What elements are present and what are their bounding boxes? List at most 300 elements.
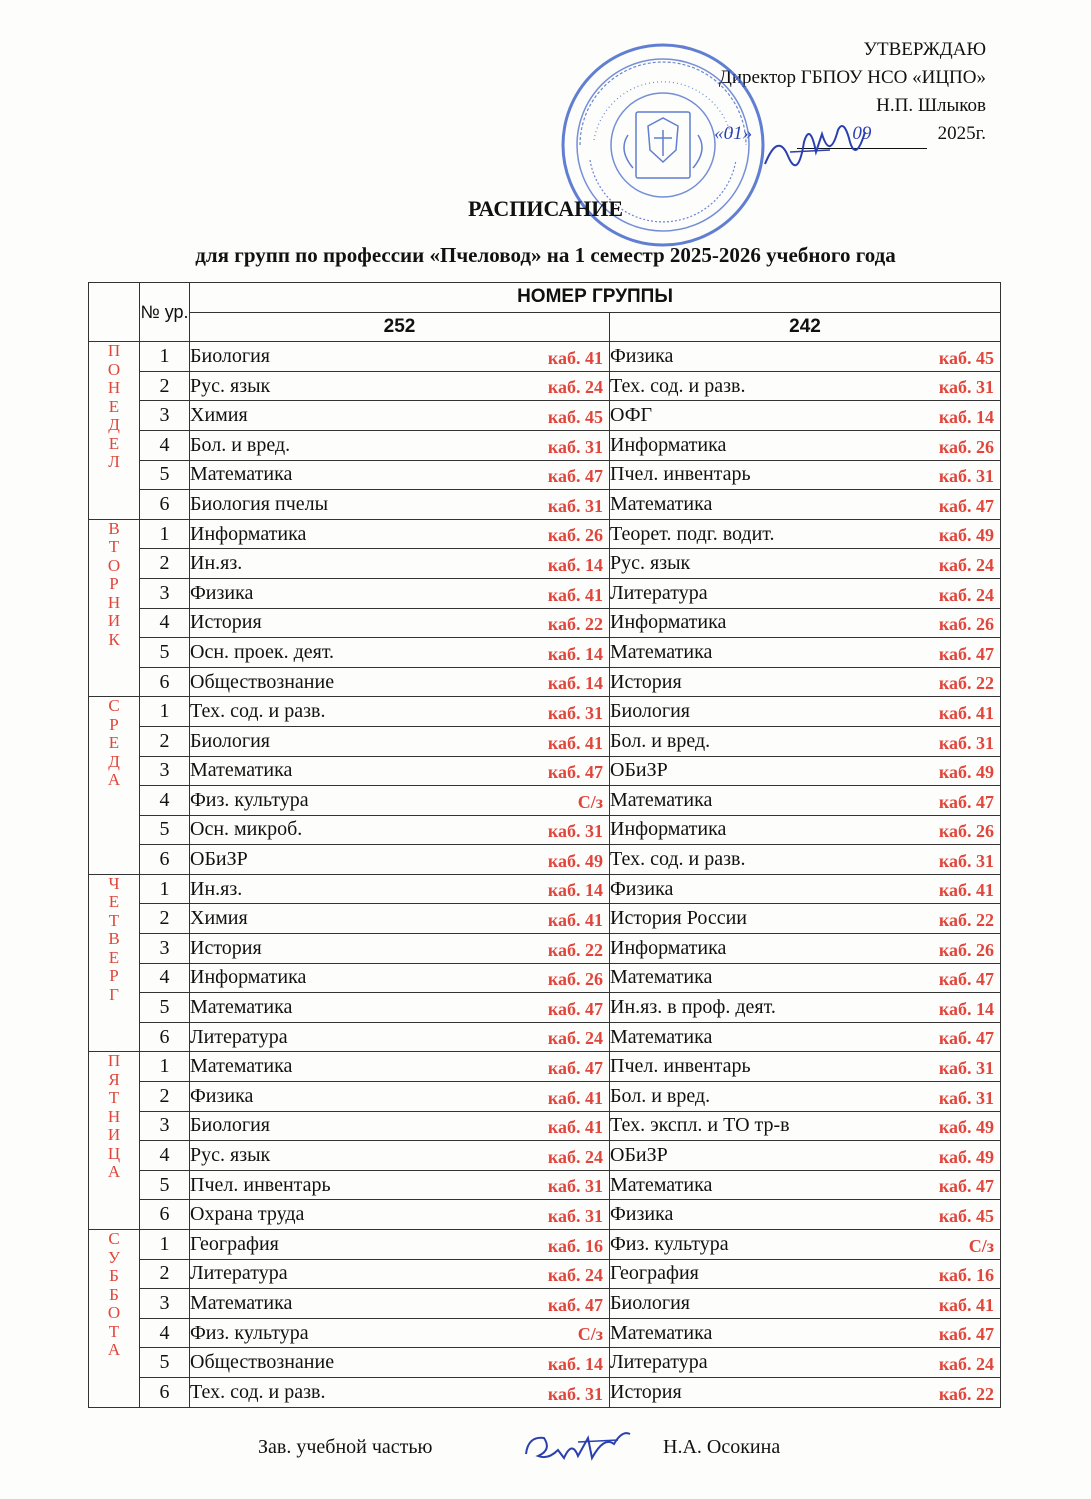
subject-name: Рус. язык bbox=[190, 374, 271, 397]
day-letter: Е bbox=[108, 947, 120, 967]
subject-name: Биология bbox=[190, 344, 271, 367]
subject-name: ОФГ bbox=[610, 404, 653, 427]
subject-name: Биология bbox=[190, 1114, 271, 1137]
day-letter: В bbox=[108, 518, 120, 538]
table-row bbox=[89, 401, 1001, 431]
lesson-number: 3 bbox=[140, 578, 190, 608]
day-label bbox=[89, 1230, 140, 1408]
lesson-number: 4 bbox=[140, 608, 190, 638]
day-letter: П bbox=[107, 341, 121, 361]
room-number: каб. 24 bbox=[938, 554, 995, 575]
subject-name: Физ. культура bbox=[610, 1232, 729, 1255]
subject-name: Математика bbox=[190, 1055, 293, 1078]
day-label bbox=[89, 874, 140, 1052]
subject-name: Математика bbox=[610, 1025, 713, 1048]
subject-name: Обществознание bbox=[190, 670, 335, 693]
lesson-number: 2 bbox=[140, 371, 190, 401]
subject-name: ОБиЗР bbox=[610, 1144, 668, 1167]
lesson-number: 6 bbox=[140, 1200, 190, 1230]
table-row bbox=[89, 1082, 1001, 1112]
lesson-number: 2 bbox=[140, 549, 190, 579]
subject-name: Информатика bbox=[610, 611, 727, 634]
group-242-lesson bbox=[610, 608, 1001, 638]
group-242-lesson bbox=[610, 1289, 1001, 1319]
room-number: каб. 47 bbox=[938, 643, 995, 664]
room-number: каб. 16 bbox=[938, 1265, 995, 1286]
group-242-lesson bbox=[610, 756, 1001, 786]
group-242-lesson bbox=[610, 1052, 1001, 1082]
room-number: каб. 22 bbox=[547, 614, 603, 635]
room-number: каб. 31 bbox=[547, 821, 603, 842]
subject-name: Теорет. подг. водит. bbox=[610, 522, 775, 545]
day-letter: С bbox=[108, 696, 120, 716]
group-242-lesson bbox=[610, 342, 1001, 372]
subject-name: Математика bbox=[610, 492, 713, 515]
group-252-lesson bbox=[190, 519, 610, 549]
group-242-lesson bbox=[610, 1318, 1001, 1348]
lesson-number: 2 bbox=[140, 1259, 190, 1289]
lesson-number: 5 bbox=[140, 1170, 190, 1200]
group-252-lesson bbox=[190, 786, 610, 816]
room-number: каб. 26 bbox=[938, 436, 995, 457]
group-242-lesson bbox=[610, 874, 1001, 904]
table-row bbox=[89, 815, 1001, 845]
room-number: каб. 24 bbox=[547, 377, 603, 398]
group-252-lesson bbox=[190, 815, 610, 845]
lesson-number: 4 bbox=[140, 1318, 190, 1348]
day-letter: Л bbox=[108, 452, 120, 472]
room-number: каб. 31 bbox=[547, 1383, 603, 1404]
room-number: каб. 14 bbox=[547, 554, 603, 575]
subject-name: Информатика bbox=[610, 936, 727, 959]
lesson-number: 2 bbox=[140, 1082, 190, 1112]
subject-name: Литература bbox=[610, 581, 708, 604]
room-number: С/з bbox=[968, 1235, 995, 1256]
group-242-lesson bbox=[610, 993, 1001, 1023]
room-number: каб. 31 bbox=[938, 466, 995, 487]
day-letter: О bbox=[107, 1303, 121, 1322]
table-row bbox=[89, 963, 1001, 993]
table-row bbox=[89, 342, 1001, 372]
room-number: каб. 31 bbox=[547, 436, 603, 457]
group-252-lesson bbox=[190, 963, 610, 993]
room-number: каб. 47 bbox=[547, 466, 603, 487]
room-number: каб. 22 bbox=[938, 1383, 995, 1404]
group-252-lesson bbox=[190, 549, 610, 579]
day-letter: О bbox=[107, 555, 121, 575]
day-letter: Т bbox=[108, 537, 120, 557]
day-letter: О bbox=[107, 359, 121, 379]
table-row bbox=[89, 786, 1001, 816]
subject-name: Тех. сод. и разв. bbox=[610, 848, 746, 871]
subject-name: ОБиЗР bbox=[610, 759, 668, 782]
day-letter: С bbox=[108, 1229, 120, 1248]
subject-name: Тех. сод. и разв. bbox=[190, 1380, 326, 1403]
room-number: каб. 24 bbox=[938, 584, 995, 605]
day-letter: Б bbox=[109, 1284, 119, 1304]
room-number: каб. 49 bbox=[938, 1146, 995, 1167]
table-header-row bbox=[89, 283, 1001, 313]
lesson-number: 6 bbox=[140, 490, 190, 520]
day-letter: Н bbox=[107, 1106, 121, 1126]
group-242-lesson bbox=[610, 1141, 1001, 1171]
subject-name: Охрана труда bbox=[190, 1203, 305, 1226]
subject-name: Биология bbox=[610, 700, 691, 723]
room-number: каб. 31 bbox=[938, 377, 995, 398]
group-252-lesson bbox=[190, 1170, 610, 1200]
group-252-lesson bbox=[190, 1022, 610, 1052]
subject-name: Тех. экспл. и ТО тр-в bbox=[610, 1114, 790, 1137]
group-242-lesson bbox=[610, 401, 1001, 431]
table-row bbox=[89, 1318, 1001, 1348]
room-number: каб. 41 bbox=[547, 1117, 603, 1138]
room-number: каб. 41 bbox=[547, 1087, 603, 1108]
group-252-lesson bbox=[190, 608, 610, 638]
lesson-number: 4 bbox=[140, 963, 190, 993]
room-number: каб. 47 bbox=[938, 1176, 995, 1197]
approval-date-month: 09 bbox=[797, 120, 927, 149]
footer-name: Н.А. Осокина bbox=[663, 1436, 781, 1458]
group-242-header: 242 bbox=[610, 312, 1001, 342]
group-242-lesson bbox=[610, 1022, 1001, 1052]
room-number: каб. 47 bbox=[938, 495, 995, 516]
lesson-number: 1 bbox=[140, 519, 190, 549]
room-number: каб. 45 bbox=[938, 1206, 995, 1226]
group-242-lesson bbox=[610, 1348, 1001, 1378]
day-letter: Н bbox=[107, 592, 121, 612]
group-252-lesson bbox=[190, 371, 610, 401]
subject-name: Биология пчелы bbox=[190, 492, 329, 515]
group-242-lesson bbox=[610, 1200, 1001, 1230]
room-number: каб. 26 bbox=[938, 821, 995, 842]
room-number: каб. 41 bbox=[938, 1294, 995, 1315]
table-row bbox=[89, 371, 1001, 401]
room-number: каб. 41 bbox=[938, 880, 995, 901]
room-number: каб. 41 bbox=[547, 732, 603, 753]
subject-name: Физика bbox=[610, 877, 674, 900]
subject-name: Математика bbox=[190, 996, 293, 1019]
room-number: каб. 45 bbox=[938, 347, 995, 368]
subject-name: Биология bbox=[190, 729, 271, 752]
day-letter: А bbox=[107, 1340, 121, 1359]
subject-name: Информатика bbox=[190, 522, 307, 545]
subject-name: Математика bbox=[610, 1173, 713, 1196]
room-number: каб. 22 bbox=[938, 910, 995, 931]
lesson-number: 3 bbox=[140, 756, 190, 786]
subject-name: Ин.яз. bbox=[190, 552, 243, 575]
group-252-lesson bbox=[190, 756, 610, 786]
table-row bbox=[89, 430, 1001, 460]
room-number: каб. 49 bbox=[547, 850, 603, 871]
subject-name: История России bbox=[610, 907, 747, 930]
room-number: каб. 22 bbox=[547, 939, 603, 960]
group-242-lesson bbox=[610, 1111, 1001, 1141]
group-242-lesson bbox=[610, 1259, 1001, 1289]
director-signature bbox=[760, 112, 870, 182]
room-number: каб. 45 bbox=[547, 406, 603, 427]
day-letter: Д bbox=[108, 751, 120, 771]
subject-name: Математика bbox=[190, 463, 293, 486]
document-title: РАСПИСАНИЕ bbox=[467, 196, 624, 221]
room-number: каб. 47 bbox=[547, 1294, 603, 1315]
room-number: С/з bbox=[577, 1324, 603, 1345]
lesson-number-header: № ур. bbox=[140, 283, 190, 342]
room-number: каб. 31 bbox=[547, 702, 603, 723]
group-242-lesson bbox=[610, 845, 1001, 875]
table-row bbox=[89, 1289, 1001, 1319]
day-letter: Р bbox=[109, 714, 119, 734]
subject-name: Информатика bbox=[190, 966, 307, 989]
table-row bbox=[89, 549, 1001, 579]
group-242-lesson bbox=[610, 726, 1001, 756]
group-252-lesson bbox=[190, 993, 610, 1023]
table-row bbox=[89, 578, 1001, 608]
table-row bbox=[89, 845, 1001, 875]
day-letter: Т bbox=[108, 910, 120, 930]
subject-name: Физика bbox=[190, 581, 254, 604]
subject-name: География bbox=[610, 1262, 699, 1285]
group-252-lesson bbox=[190, 430, 610, 460]
subject-name: Литература bbox=[190, 1262, 288, 1285]
lesson-number: 2 bbox=[140, 726, 190, 756]
subject-name: Тех. сод. и разв. bbox=[610, 374, 746, 397]
room-number: каб. 26 bbox=[938, 939, 995, 960]
table-row bbox=[89, 1259, 1001, 1289]
day-letter: Т bbox=[108, 1321, 120, 1341]
subject-name: Информатика bbox=[610, 433, 727, 456]
group-242-lesson bbox=[610, 786, 1001, 816]
day-label bbox=[89, 519, 140, 697]
lesson-number: 5 bbox=[140, 815, 190, 845]
subject-name: История bbox=[610, 1380, 682, 1403]
group-242-lesson bbox=[610, 430, 1001, 460]
room-number: каб. 47 bbox=[938, 969, 995, 990]
room-number: каб. 49 bbox=[938, 1117, 995, 1138]
lesson-number: 3 bbox=[140, 934, 190, 964]
day-letter: У bbox=[107, 1247, 121, 1267]
group-252-lesson bbox=[190, 401, 610, 431]
table-row bbox=[89, 460, 1001, 490]
room-number: каб. 41 bbox=[547, 584, 603, 605]
approval-date-year: 2025г. bbox=[937, 123, 986, 144]
day-letter: Е bbox=[108, 396, 120, 416]
group-242-lesson bbox=[610, 1082, 1001, 1112]
subject-name: Ин.яз. bbox=[190, 877, 243, 900]
day-letter: Н bbox=[107, 378, 121, 398]
room-number: каб. 31 bbox=[938, 1058, 995, 1079]
subject-name: Математика bbox=[190, 759, 293, 782]
subject-name: География bbox=[190, 1232, 279, 1255]
lesson-number: 2 bbox=[140, 904, 190, 934]
group-242-lesson bbox=[610, 460, 1001, 490]
approval-date-day: «01» bbox=[714, 123, 753, 144]
subject-name: Осн. проек. деят. bbox=[190, 640, 335, 663]
group-242-lesson bbox=[610, 697, 1001, 727]
day-letter: Е bbox=[108, 892, 120, 912]
group-252-lesson bbox=[190, 1259, 610, 1289]
group-252-lesson bbox=[190, 1348, 610, 1378]
group-252-lesson bbox=[190, 1082, 610, 1112]
subject-name: Бол. и вред. bbox=[610, 729, 711, 752]
room-number: каб. 31 bbox=[938, 850, 995, 871]
group-242-lesson bbox=[610, 963, 1001, 993]
document-subtitle: для групп по профессии «Пчеловод» на 1 семестр 2025-2026 учебного года bbox=[195, 243, 896, 267]
table-row bbox=[89, 874, 1001, 904]
room-number: каб. 24 bbox=[938, 1353, 995, 1374]
table-row bbox=[89, 756, 1001, 786]
room-number: каб. 31 bbox=[547, 1206, 603, 1226]
room-number: каб. 14 bbox=[938, 406, 995, 427]
group-252-lesson bbox=[190, 1289, 610, 1319]
lesson-number: 1 bbox=[140, 697, 190, 727]
group-252-lesson bbox=[190, 1318, 610, 1348]
subject-name: Рус. язык bbox=[610, 552, 691, 575]
day-letter: К bbox=[108, 629, 120, 649]
group-242-lesson bbox=[610, 904, 1001, 934]
table-row bbox=[89, 726, 1001, 756]
group-252-header: 252 bbox=[190, 312, 610, 342]
lesson-number: 3 bbox=[140, 401, 190, 431]
subject-name: История bbox=[610, 670, 682, 693]
approval-position: Директор ГБПОУ НСО «ИЦПО» bbox=[718, 67, 986, 88]
lesson-number: 5 bbox=[140, 460, 190, 490]
schedule-body bbox=[89, 342, 1001, 1407]
day-letter: Е bbox=[108, 433, 120, 453]
lesson-number: 4 bbox=[140, 786, 190, 816]
lesson-number: 5 bbox=[140, 993, 190, 1023]
room-number: каб. 41 bbox=[938, 702, 995, 723]
lesson-number: 1 bbox=[140, 874, 190, 904]
room-number: каб. 24 bbox=[547, 1265, 603, 1286]
room-number: каб. 47 bbox=[547, 762, 603, 783]
table-row bbox=[89, 1377, 1001, 1407]
group-252-lesson bbox=[190, 697, 610, 727]
subject-name: Физика bbox=[190, 1084, 254, 1107]
day-letter: П bbox=[107, 1051, 121, 1071]
room-number: каб. 47 bbox=[938, 1324, 995, 1345]
table-row bbox=[89, 697, 1001, 727]
lesson-number: 1 bbox=[140, 1230, 190, 1260]
day-letter: Е bbox=[108, 733, 120, 753]
room-number: каб. 26 bbox=[547, 525, 603, 546]
day-header bbox=[89, 283, 140, 342]
table-row bbox=[89, 1200, 1001, 1230]
room-number: каб. 24 bbox=[547, 1146, 603, 1167]
lesson-number: 4 bbox=[140, 430, 190, 460]
subject-name: Математика bbox=[610, 1321, 713, 1344]
day-letter: Ц bbox=[107, 1143, 121, 1163]
group-252-lesson bbox=[190, 578, 610, 608]
group-252-lesson bbox=[190, 726, 610, 756]
subject-name: Рус. язык bbox=[190, 1144, 271, 1167]
group-242-lesson bbox=[610, 1377, 1001, 1407]
footer-position: Зав. учебной частью bbox=[258, 1436, 433, 1458]
subject-name: Химия bbox=[190, 907, 248, 930]
room-number: каб. 22 bbox=[938, 673, 995, 694]
group-252-lesson bbox=[190, 667, 610, 697]
table-row bbox=[89, 608, 1001, 638]
group-252-lesson bbox=[190, 490, 610, 520]
day-letter: Ч bbox=[108, 873, 120, 893]
day-letter: А bbox=[107, 770, 121, 790]
room-number: каб. 47 bbox=[547, 998, 603, 1019]
room-number: каб. 14 bbox=[547, 643, 603, 664]
room-number: каб. 31 bbox=[938, 1087, 995, 1108]
table-row bbox=[89, 1111, 1001, 1141]
subject-name: Информатика bbox=[610, 818, 727, 841]
group-252-lesson bbox=[190, 904, 610, 934]
room-number: каб. 16 bbox=[547, 1235, 603, 1256]
table-row bbox=[89, 1170, 1001, 1200]
subject-name: История bbox=[190, 611, 262, 634]
group-242-lesson bbox=[610, 519, 1001, 549]
subject-name: Литература bbox=[610, 1351, 708, 1374]
day-letter: Р bbox=[109, 574, 119, 594]
subject-name: Физ. культура bbox=[190, 788, 309, 811]
table-row bbox=[89, 904, 1001, 934]
subject-name: Математика bbox=[190, 1291, 293, 1314]
lesson-number: 3 bbox=[140, 1111, 190, 1141]
room-number: каб. 49 bbox=[938, 525, 995, 546]
subject-name: Осн. микроб. bbox=[190, 818, 303, 841]
subject-name: Физика bbox=[610, 344, 674, 367]
day-letter: И bbox=[107, 1125, 121, 1145]
room-number: каб. 26 bbox=[547, 969, 603, 990]
lesson-number: 6 bbox=[140, 845, 190, 875]
group-242-lesson bbox=[610, 638, 1001, 668]
subject-name: Бол. и вред. bbox=[190, 433, 291, 456]
table-row bbox=[89, 490, 1001, 520]
room-number: каб. 41 bbox=[547, 347, 603, 368]
group-252-lesson bbox=[190, 845, 610, 875]
subject-name: Математика bbox=[610, 640, 713, 663]
room-number: каб. 47 bbox=[547, 1058, 603, 1079]
group-242-lesson bbox=[610, 1170, 1001, 1200]
group-242-lesson bbox=[610, 815, 1001, 845]
lesson-number: 1 bbox=[140, 342, 190, 372]
lesson-number: 6 bbox=[140, 667, 190, 697]
room-number: каб. 14 bbox=[938, 998, 995, 1019]
table-row bbox=[89, 1052, 1001, 1082]
subject-name: Биология bbox=[610, 1291, 691, 1314]
room-number: каб. 31 bbox=[938, 732, 995, 753]
head-of-studies-signature bbox=[518, 1424, 636, 1472]
lesson-number: 6 bbox=[140, 1377, 190, 1407]
day-letter: В bbox=[108, 929, 120, 949]
group-252-lesson bbox=[190, 1141, 610, 1171]
table-row bbox=[89, 1022, 1001, 1052]
group-242-lesson bbox=[610, 578, 1001, 608]
day-letter: Г bbox=[109, 984, 119, 1004]
room-number: каб. 47 bbox=[938, 1028, 995, 1049]
table-row bbox=[89, 519, 1001, 549]
lesson-number: 6 bbox=[140, 1022, 190, 1052]
subject-name: История bbox=[190, 936, 262, 959]
day-letter: А bbox=[107, 1162, 121, 1182]
subject-name: Ин.яз. в проф. деят. bbox=[610, 996, 776, 1019]
day-letter: Я bbox=[108, 1069, 120, 1089]
group-252-lesson bbox=[190, 874, 610, 904]
subject-name: Бол. и вред. bbox=[610, 1084, 711, 1107]
lesson-number: 5 bbox=[140, 638, 190, 668]
subject-name: Химия bbox=[190, 404, 248, 427]
group-number-header: НОМЕР ГРУППЫ bbox=[190, 283, 1001, 313]
group-252-lesson bbox=[190, 1377, 610, 1407]
lesson-number: 3 bbox=[140, 1289, 190, 1319]
subject-name: Физика bbox=[610, 1203, 674, 1226]
room-number: каб. 49 bbox=[938, 762, 995, 783]
room-number: каб. 41 bbox=[547, 910, 603, 931]
